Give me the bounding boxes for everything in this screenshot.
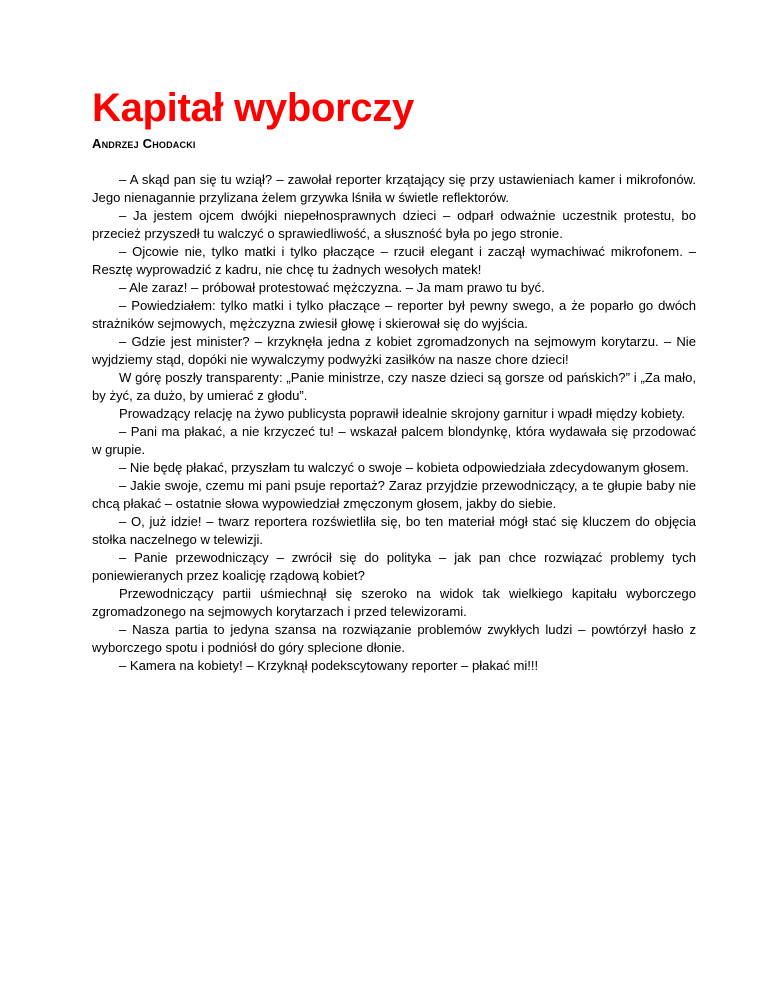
story-paragraph: – Ojcowie nie, tylko matki i tylko płaczące – rzucił elegant i zaczął wymachiwać mikrofonem. – Resztę wyprowadzić z kadru, nie chcę tu żadnych wesołych matek!: [92, 244, 696, 277]
story-paragraph: Przewodniczący partii uśmiechnął się szeroko na widok tak wielkiego kapitału wyborczego zgromadzonego na sejmowych korytarzach i przed telewizorami.: [92, 586, 696, 619]
story-paragraph: – Jakie swoje, czemu mi pani psuje reportaż? Zaraz przyjdzie przewodniczący, a te głupie baby nie chcą płakać – ostatnie słowa wypowiedział zmęczonym głosem, jakby do siebie.: [92, 478, 696, 511]
document-title: Kapitał wyborczy: [92, 86, 414, 130]
story-paragraph: W górę poszły transparenty: „Panie ministrze, czy nasze dzieci są gorsze od pańskich?” i „Za mało, by żyć, za dużo, by umierać z głodu”.: [92, 370, 696, 403]
story-body: [92, 171, 696, 675]
story-paragraph: – Nie będę płakać, przyszłam tu walczyć o swoje – kobieta odpowiedziała zdecydowanym głosem.: [119, 460, 689, 475]
story-paragraph: – Powiedziałem: tylko matki i tylko płaczące – reporter był pewny swego, a że poparło go dwóch strażników sejmowych, mężczyzna zwiesił głowę i skierował się do wyjścia.: [92, 298, 696, 331]
document-page: [92, 84, 696, 675]
story-paragraph: – Nasza partia to jedyna szansa na rozwiązanie problemów zwykłych ludzi – powtórzył hasło z wyborczego spotu i podniósł do góry splecione dłonie.: [92, 622, 696, 655]
story-paragraph: – Kamera na kobiety! – Krzyknął podekscytowany reporter – płakać mi!!!: [119, 658, 539, 673]
story-paragraph: – A skąd pan się tu wziął? – zawołał reporter krzątający się przy ustawieniach kamer i mikrofonów. Jego nienagannie przylizana żelem grzywka lśniła w świetle reflektorów.: [92, 172, 696, 205]
document-author: Andrzej Chodacki: [92, 136, 196, 151]
story-paragraph: – Pani ma płakać, a nie krzyczeć tu! – wskazał palcem blondynkę, która wydawała się przodować w grupie.: [92, 424, 696, 457]
story-paragraph: Prowadzący relację na żywo publicysta poprawił idealnie skrojony garnitur i wpadł między kobiety.: [119, 406, 685, 421]
story-paragraph: – Gdzie jest minister? – krzyknęła jedna z kobiet zgromadzonych na sejmowym korytarzu. – Nie wyjdziemy stąd, dopóki nie wywalczymy podwyżki zasiłków na nasze chore dzieci!: [92, 334, 696, 367]
story-paragraph: – O, już idzie! – twarz reportera rozświetliła się, bo ten materiał mógł stać się kluczem do objęcia stołka naczelnego w telewizji.: [92, 514, 696, 547]
story-paragraph: – Panie przewodniczący – zwrócił się do polityka – jak pan chce rozwiązać problemy tych poniewieranych przez koalicję rządową kobiet?: [92, 550, 696, 583]
story-paragraph: – Ale zaraz! – próbował protestować mężczyzna. – Ja mam prawo tu być.: [119, 280, 545, 295]
story-paragraph: – Ja jestem ojcem dwójki niepełnosprawnych dzieci – odparł odważnie uczestnik protestu, bo przecież przyszedł tu walczyć o sprawiedliwość, a słuszność była po jego stronie.: [92, 208, 696, 241]
